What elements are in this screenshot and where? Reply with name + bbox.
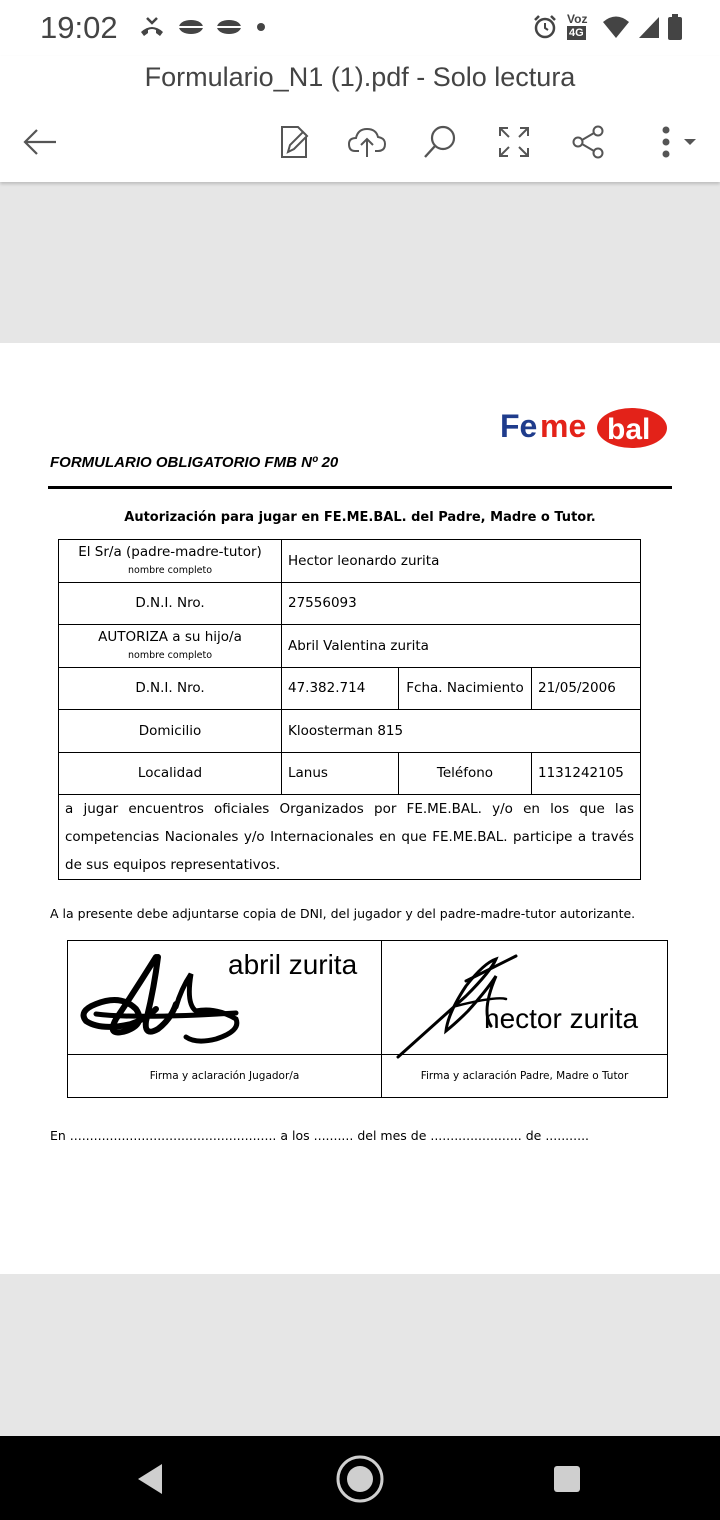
share-button[interactable]: [566, 120, 610, 164]
parent-label: El Sr/a (padre-madre-tutor): [78, 544, 262, 561]
parent-name-field[interactable]: Hector leonardo zurita: [282, 540, 641, 583]
cell-signal-icon: [638, 15, 660, 39]
home-circle-icon: [335, 1454, 385, 1504]
parent-dni-field[interactable]: 27556093: [282, 582, 641, 625]
document-title: Formulario_N1 (1).pdf - Solo lectura: [144, 62, 576, 92]
attachment-note: A la presente debe adjuntarse copia de DNI, del jugador y del padre-madre-tutor autorizante.: [50, 906, 636, 921]
table-row: [68, 941, 668, 1055]
child-label: AUTORIZA a su hijo/a: [98, 629, 242, 646]
back-arrow-icon: [22, 128, 58, 156]
status-time: 19:02: [40, 10, 118, 45]
logo-text-red: me: [540, 408, 587, 444]
status-icons-left: [138, 14, 268, 40]
child-label-cell: [59, 625, 282, 668]
search-button[interactable]: [418, 120, 462, 164]
eye-icon: [178, 18, 204, 36]
share-icon: [570, 124, 606, 160]
nav-recents-button[interactable]: [542, 1456, 592, 1502]
city-field[interactable]: Lanus: [282, 752, 399, 795]
birth-date-field[interactable]: 21/05/2006: [532, 667, 641, 710]
parent-dni-label: D.N.I. Nro.: [59, 582, 282, 625]
eye-icon: [216, 18, 242, 36]
femebal-logo: [500, 403, 670, 451]
table-row: [59, 582, 641, 625]
fullscreen-button[interactable]: [492, 120, 536, 164]
cloud-upload-icon: [347, 125, 387, 159]
recents-square-icon: [553, 1465, 581, 1493]
wifi-icon: [602, 15, 630, 39]
player-signature-field[interactable]: [68, 941, 382, 1055]
form-title: FORMULARIO OBLIGATORIO FMB Nº 20: [50, 454, 339, 471]
form-subtitle-text: Autorización para jugar en FE.ME.BAL. del Padre, Madre o Tutor.: [124, 510, 596, 525]
address-field[interactable]: Kloosterman 815: [282, 710, 641, 753]
table-row: [68, 1055, 668, 1098]
child-dni-field[interactable]: 47.382.714: [282, 667, 399, 710]
form-subtitle: [0, 510, 720, 525]
volte-top-label: Voz: [567, 12, 588, 26]
title-rule: [48, 486, 672, 489]
player-signature-label: Firma y aclaración Jugador/a: [68, 1055, 382, 1098]
table-row: [59, 625, 641, 668]
status-icons-right: [532, 12, 682, 42]
child-dni-label: D.N.I. Nro.: [59, 667, 282, 710]
child-name-field[interactable]: Abril Valentina zurita: [282, 625, 641, 668]
app-bar: [0, 56, 720, 182]
phone-field[interactable]: 1131242105: [532, 752, 641, 795]
logo-text-dark: Fe: [500, 408, 538, 444]
more-options-button[interactable]: [646, 120, 702, 164]
volte-bottom-label: 4G: [569, 27, 584, 39]
authorization-paragraph: a jugar encuentros oficiales Organizados por FE.ME.BAL. y/o en los que las competencias Nacionales y/o Internacionales en que FE.ME.BAL. participe a través de sus equipos representativos.: [59, 795, 641, 880]
fullscreen-icon: [497, 125, 531, 159]
dot-icon: [254, 20, 268, 34]
table-row: [59, 667, 641, 710]
date-place-line: En .................................................... a los .......... del mes de ....................... de ...........: [50, 1128, 590, 1143]
more-icon: [649, 124, 699, 160]
battery-icon: [668, 14, 682, 40]
child-sublabel: nombre completo: [127, 650, 213, 662]
edit-icon: [276, 124, 312, 160]
status-bar: [0, 0, 720, 56]
birth-date-label: Fcha. Nacimiento: [399, 667, 532, 710]
table-row: [59, 795, 641, 880]
table-row: [59, 710, 641, 753]
parent-sublabel: nombre completo: [127, 565, 213, 577]
city-label: Localidad: [59, 752, 282, 795]
navigation-bar: [0, 1436, 720, 1520]
search-icon: [421, 123, 459, 161]
back-button[interactable]: [18, 120, 62, 164]
edit-button[interactable]: [272, 120, 316, 164]
parent-signature-name: hector zurita: [484, 1003, 639, 1034]
address-label: Domicilio: [59, 710, 282, 753]
table-row: [59, 752, 641, 795]
upload-button[interactable]: [345, 120, 389, 164]
parent-signature-field[interactable]: [382, 941, 668, 1055]
back-triangle-icon: [136, 1462, 166, 1496]
phone-label: Teléfono: [399, 752, 532, 795]
table-row: [59, 540, 641, 583]
player-signature-drawing: [76, 949, 246, 1047]
authorization-table: [58, 539, 641, 880]
pdf-page: [0, 343, 720, 1274]
parent-signature-label: Firma y aclaración Padre, Madre o Tutor: [382, 1055, 668, 1098]
nav-home-button[interactable]: [335, 1456, 385, 1502]
missed-call-icon: [138, 14, 166, 40]
player-signature-name: abril zurita: [228, 949, 358, 980]
parent-label-cell: [59, 540, 282, 583]
signature-table: [67, 940, 668, 1098]
alarm-icon: [532, 14, 558, 40]
logo-text-pill: bal: [607, 413, 651, 446]
volte-4g-icon: [566, 12, 594, 42]
nav-back-button[interactable]: [126, 1456, 176, 1502]
